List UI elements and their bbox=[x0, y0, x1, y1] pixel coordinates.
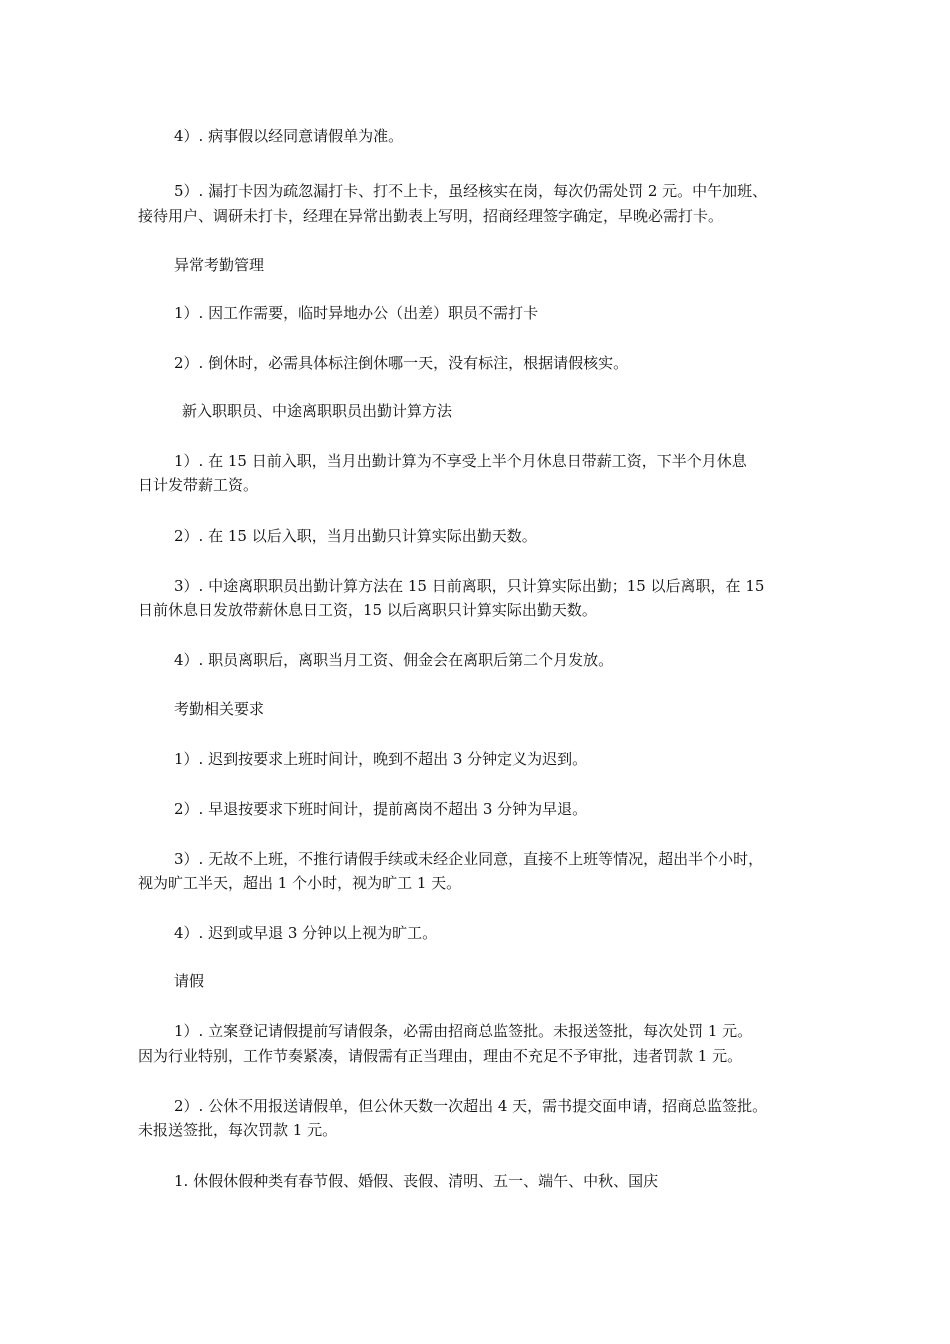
paragraph-line: 3）. 中途离职职员出勤计算方法在 15 日前离职，只计算实际出勤；15 以后离职，在 15 bbox=[174, 577, 765, 595]
section-heading: 考勤相关要求 bbox=[174, 700, 265, 718]
paragraph-line: 视为旷工半天，超出 1 个小时，视为旷工 1 天。 bbox=[138, 874, 462, 892]
paragraph-line: 2）. 倒休时，必需具体标注倒休哪一天，没有标注，根据请假核实。 bbox=[174, 354, 629, 372]
paragraph-line: 2）. 早退按要求下班时间计，提前离岗不超出 3 分钟为早退。 bbox=[174, 800, 588, 818]
paragraph-line: 未报送签批，每次罚款 1 元。 bbox=[138, 1121, 338, 1139]
paragraph-line: 2）. 公休不用报送请假单，但公休天数一次超出 4 天，需书提交面申请，招商总监签批。 bbox=[174, 1097, 768, 1115]
paragraph-line: 4）. 病事假以经同意请假单为准。 bbox=[174, 127, 404, 145]
paragraph-line: 2）. 在 15 以后入职，当月出勤只计算实际出勤天数。 bbox=[174, 527, 537, 545]
paragraph-line: 1）. 在 15 日前入职，当月出勤计算为不享受上半个月休息日带薪工资，下半个月休息 bbox=[174, 452, 747, 470]
paragraph-line: 日计发带薪工资。 bbox=[138, 476, 259, 494]
paragraph-line: 接待用户、调研未打卡，经理在异常出勤表上写明，招商经理签字确定，早晚必需打卡。 bbox=[138, 207, 724, 225]
paragraph-line: 1. 休假休假种类有春节假、婚假、丧假、清明、五一、端午、中秋、国庆 bbox=[174, 1172, 659, 1190]
paragraph-line: 4）. 迟到或早退 3 分钟以上视为旷工。 bbox=[174, 924, 438, 942]
paragraph-line: 1）. 迟到按要求上班时间计，晚到不超出 3 分钟定义为迟到。 bbox=[174, 750, 588, 768]
paragraph-line: 1）. 立案登记请假提前写请假条，必需由招商总监签批。未报送签批，每次处罚 1 元。 bbox=[174, 1022, 753, 1040]
paragraph-line: 日前休息日发放带薪休息日工资，15 以后离职只计算实际出勤天数。 bbox=[138, 601, 597, 619]
paragraph-line: 4）. 职员离职后，离职当月工资、佣金会在离职后第二个月发放。 bbox=[174, 651, 614, 669]
paragraph-line: 5）. 漏打卡因为疏忽漏打卡、打不上卡，虽经核实在岗，每次仍需处罚 2 元。中午加班、 bbox=[174, 182, 768, 200]
section-heading: 请假 bbox=[174, 972, 205, 990]
paragraph-line: 3）. 无故不上班，不推行请假手续或未经企业同意，直接不上班等情况，超出半个小时， bbox=[174, 850, 764, 868]
section-heading: 异常考勤管理 bbox=[174, 256, 265, 274]
paragraph-line: 因为行业特别，工作节奏紧凑，请假需有正当理由，理由不充足不予审批，违者罚款 1 元。 bbox=[138, 1047, 743, 1065]
section-heading: 新入职职员、中途离职职员出勤计算方法 bbox=[182, 402, 453, 420]
paragraph-line: 1）. 因工作需要，临时异地办公（出差）职员不需打卡 bbox=[174, 304, 539, 322]
